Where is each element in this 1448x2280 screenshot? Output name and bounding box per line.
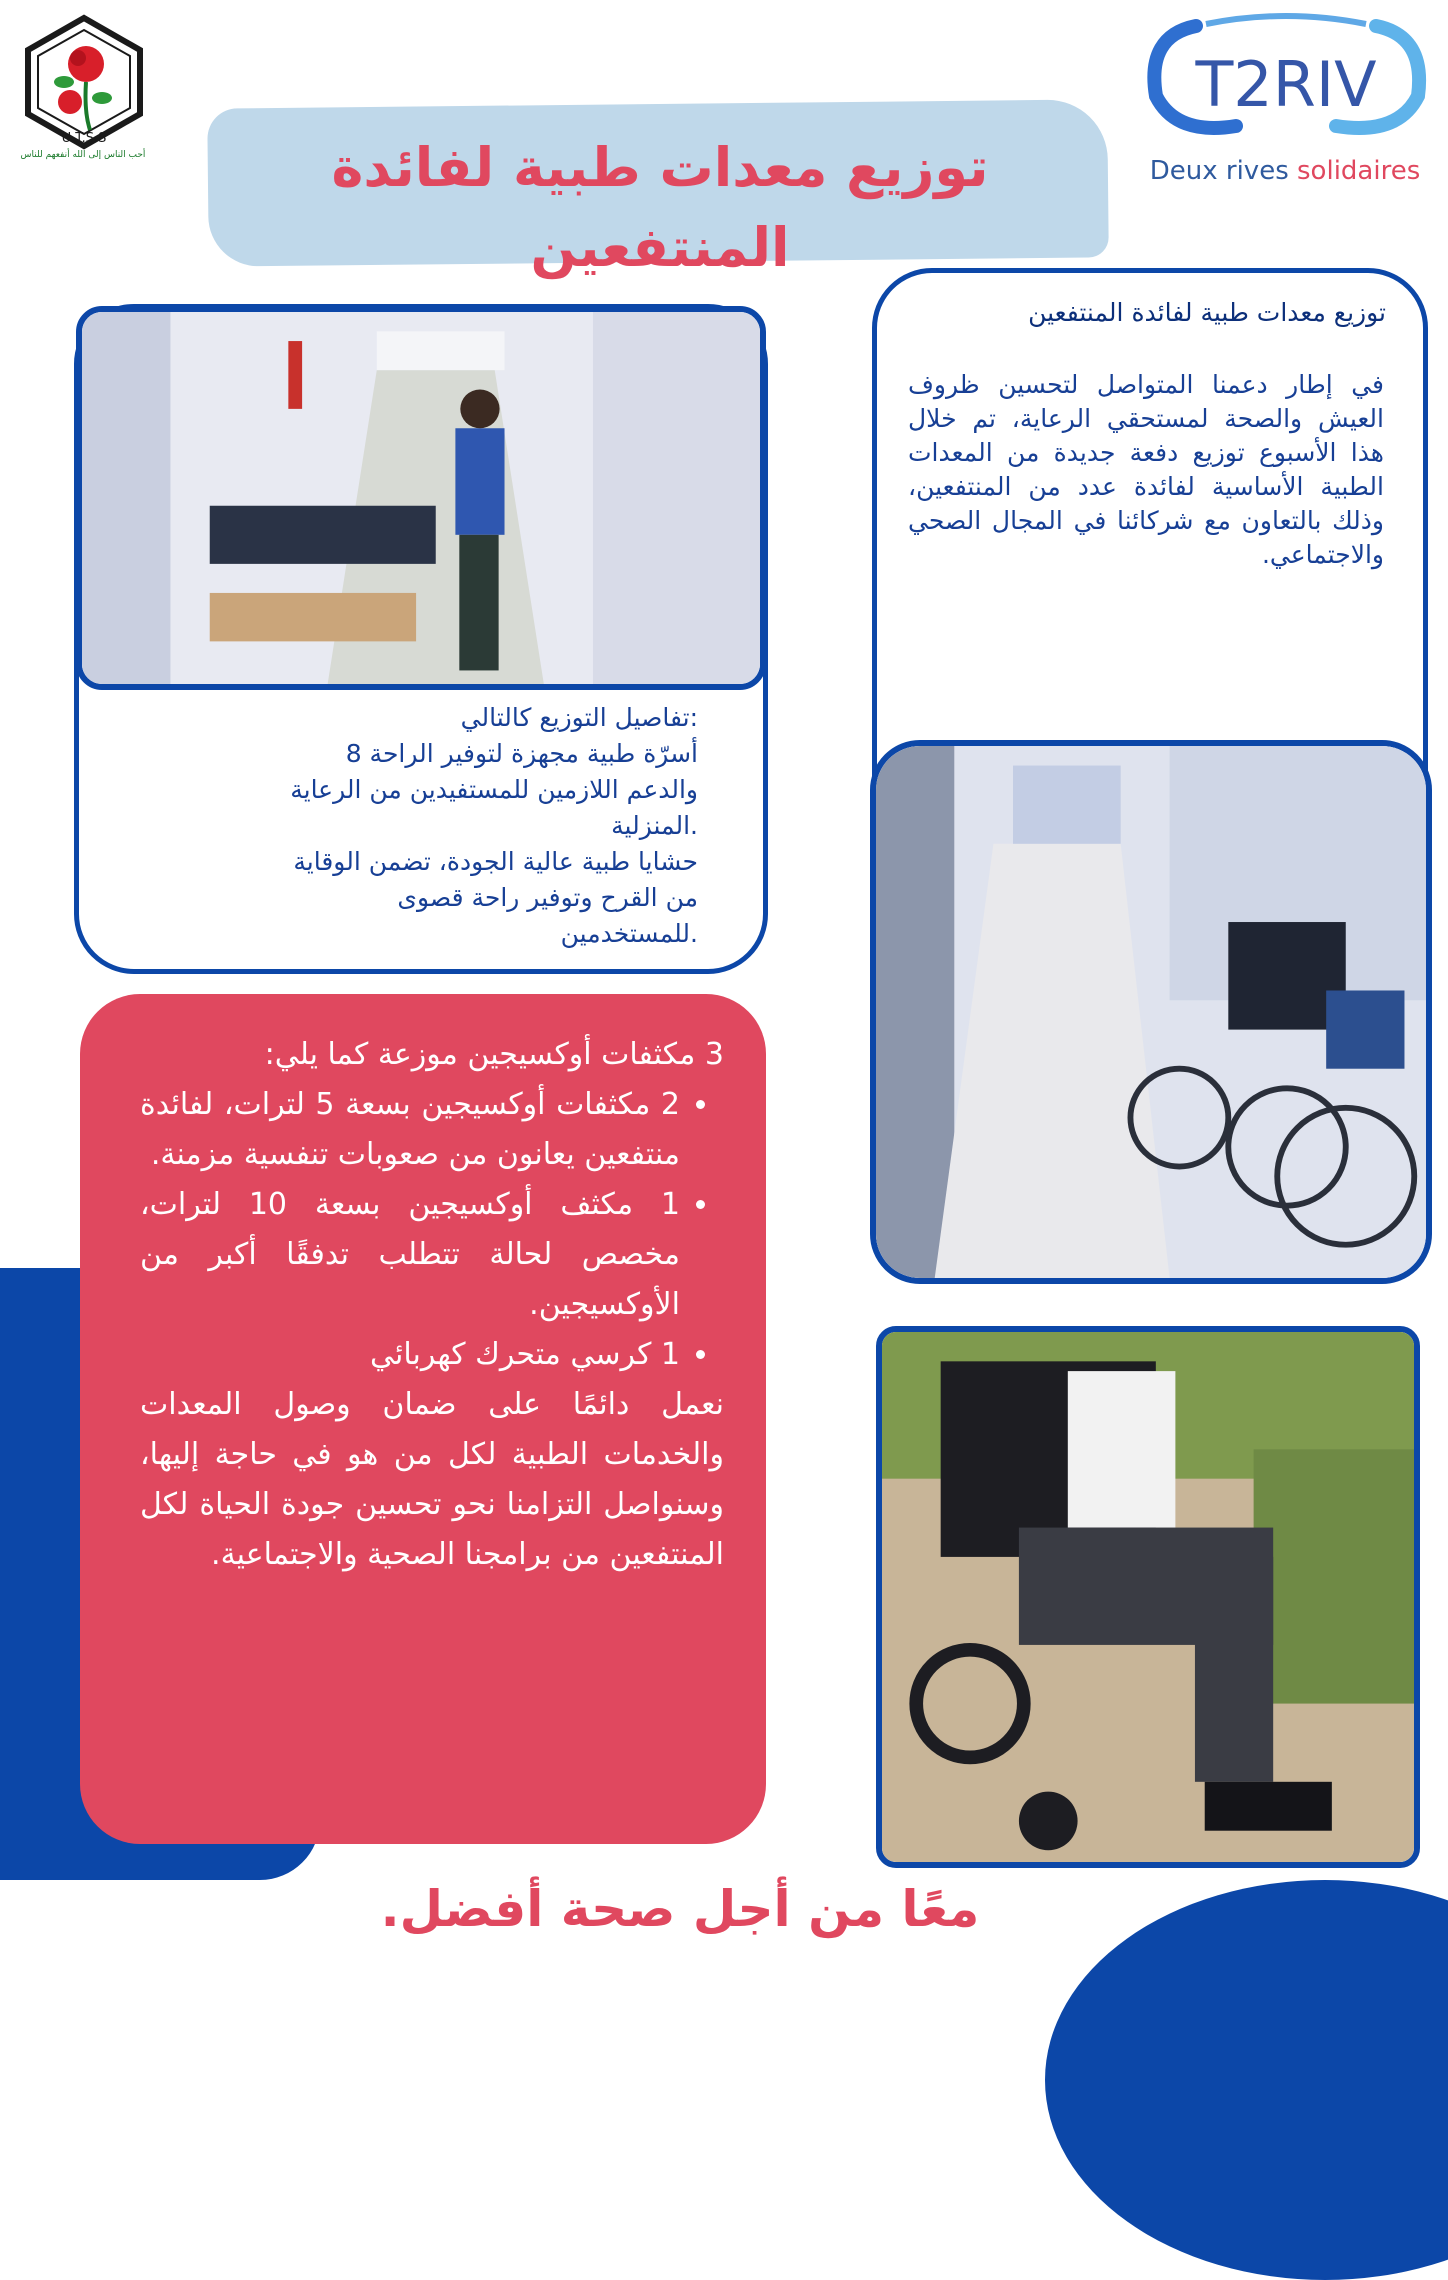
intro-card-title: توزيع معدات طبية لفائدة المنتفعين — [1028, 298, 1386, 327]
details-card-body — [150, 700, 698, 952]
intro-card-body: في إطار دعمنا المتواصل لتحسين ظروف العيش والصحة لمستحقي الرعاية، تم خلال هذا الأسبوع توزيع دفعة جديدة من المعدات الطبية الأساسية لفائدة عدد من المنتفعين، وذلك بالتعاون مع شركائنا في المجال الصحي والاجتماعي. — [908, 370, 1384, 569]
logo-tagline-part2: solidaires — [1297, 156, 1421, 186]
list-item: • 2 مكثفات أوكسيجين بسعة 5 لترات، لفائدة منتفعين يعانون من صعوبات تنفسية مزمنة. — [140, 1080, 680, 1180]
details-line: حشايا طبية عالية الجودة، تضمن الوقاية — [293, 847, 698, 876]
footer-slogan: معًا من أجل صحة أفضل. — [380, 1880, 980, 1938]
list-item: • 1 كرسي متحرك كهربائي — [140, 1330, 680, 1380]
details-line: .للمستخدمين — [560, 919, 698, 948]
utss-logo — [14, 12, 154, 162]
logo-tagline-part1: Deux rives — [1149, 156, 1289, 186]
logo-initials: U.T.S.S — [61, 131, 107, 146]
details-line: من القرح وتوفير راحة قصوى — [397, 883, 698, 912]
electric-wheelchair-photo — [876, 1326, 1420, 1868]
details-line: أسرّة طبية مجهزة لتوفير الراحة 8 — [345, 739, 698, 768]
details-line: .المنزلية — [611, 811, 698, 840]
list-item: • 1 مكثف أوكسيجين بسعة 10 لترات، مخصص لحالة تتطلب تدفقًا أكبر من الأوكسيجين. — [140, 1180, 680, 1330]
logo-caption: أحب الناس إلى الله أنفعهم للناس — [20, 150, 146, 160]
logo-tagline — [1130, 156, 1440, 186]
details-line: والدعم اللازمين للمستفيدين من الرعاية — [290, 775, 698, 804]
wheelchairs-hallway-photo — [870, 740, 1432, 1284]
oxygen-closing: نعمل دائمًا على ضمان وصول المعدات والخدمات الطبية لكل من هو في حاجة إليها، وسنواصل التزامنا نحو تحسين جودة الحياة لكل المنتفعين من برامجنا الصحية والاجتماعية. — [140, 1387, 724, 1572]
hospital-bed-photo — [76, 306, 766, 690]
t2riv-logo — [1136, 6, 1436, 156]
oxygen-list — [140, 1080, 724, 1380]
oxygen-intro: 3 مكثفات أوكسيجين موزعة كما يلي: — [264, 1037, 724, 1072]
page-title: توزيع معدات طبية لفائدة المنتفعين — [331, 136, 989, 279]
background-blue-circle — [1045, 1880, 1448, 2280]
details-line: :تفاصيل التوزيع كالتالي — [460, 703, 698, 732]
oxygen-card-body — [140, 1030, 724, 1580]
logo-wordmark: T2RIV — [1195, 48, 1377, 121]
